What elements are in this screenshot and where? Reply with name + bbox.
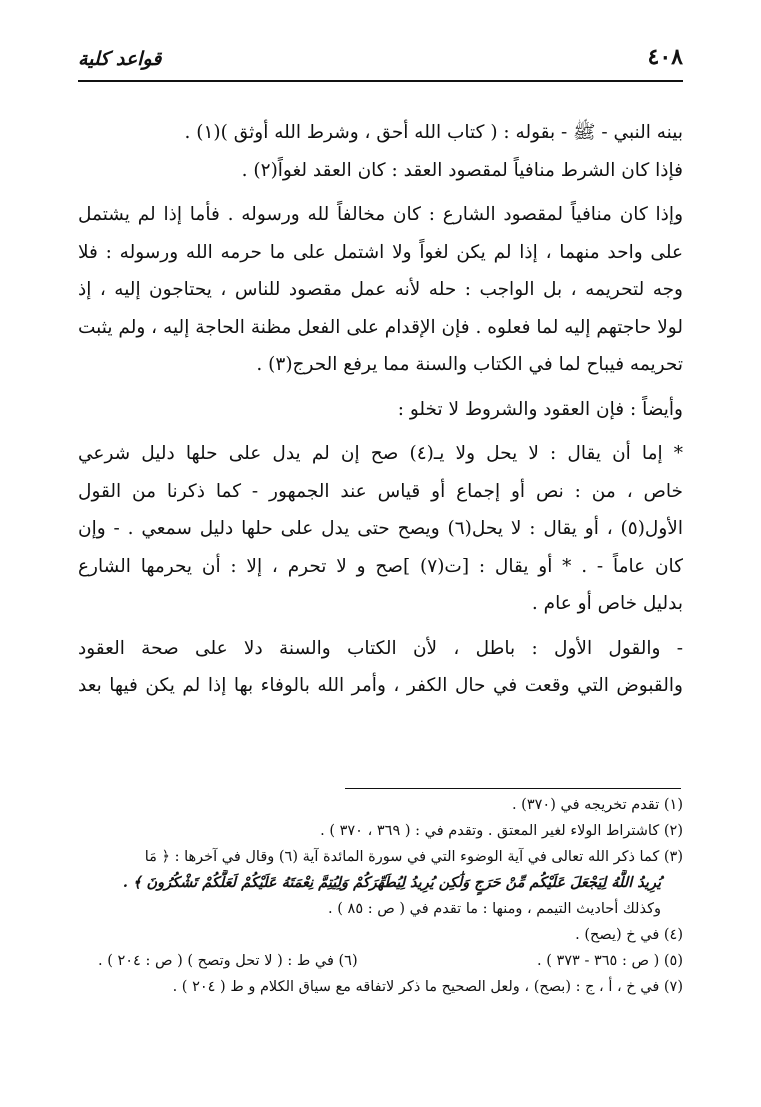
page-number: ٤٠٨ [647, 44, 683, 70]
running-title: قواعد كلية [78, 48, 162, 70]
footnote-3-quran-verse: يُرِيدُ اللَّهُ لِيَجْعَلَ عَلَيْكُم مِّنْ حَرَجٍ وَلَٰكِن يُرِيدُ لِيُطَهِّرَكُمْ وَلِيُتِمَّ نِعْمَتَهُ عَلَيْكُمْ لَعَلَّكُمْ تَشْكُرُونَ ﴾ . [122, 874, 661, 891]
page-header [78, 40, 683, 70]
footnotes-5-6-row [78, 948, 683, 974]
footnote-divider [345, 788, 681, 789]
text-line: * إما أن يقال : لا يحل ولا يـ(٤) صح إن لم يدل على حلها دليل شرعي [78, 443, 683, 464]
footnotes [78, 792, 683, 1000]
footnote-6: (٦) في ط : ( لا تحل وتصح ) ( ص : ٢٠٤ ) . [98, 953, 358, 969]
text-line: وأيضاً : فإن العقود والشروط لا تخلو : [397, 398, 683, 420]
text-line: لولا حاجتهم إليه لما فعلوه . فإن الإقدام على الفعل مظنة الحاجة إليه ، ولم يثبت [78, 316, 683, 338]
paragraph-gap [78, 428, 683, 435]
text-line: على واحد منهما ، إذا لم يكن لغواً ولا اشتمل على ما حرمه الله ورسوله : فلا [78, 241, 683, 263]
header-divider [78, 80, 683, 82]
paragraph-gap [78, 384, 683, 391]
main-text [78, 114, 683, 705]
text-line: فإذا كان الشرط منافياً لمقصود العقد : كان العقد لغواً(٢) . [241, 159, 683, 181]
footnote-5: (٥) ( ص : ٣٦٥ - ٣٧٣ ) . [537, 953, 683, 969]
footnote-2: (٢) كاشتراط الولاء لغير المعتق . وتقدم في : ( ٣٦٩ ، ٣٧٠ ) . [320, 823, 683, 839]
paragraph-gap [78, 189, 683, 196]
footnote-3-continuation: وكذلك أحاديث التيمم ، ومنها : ما تقدم في ( ص : ٨٥ ) . [328, 901, 661, 917]
text-line: كان عاماً - . * أو يقال : [ت(٧) ]صح و لا تحرم ، إلا : أن يحرمها الشارع [78, 555, 683, 577]
text-line: خاص ، من : نص أو إجماع أو قياس عند الجمهور - كما ذكرنا من القول [78, 480, 683, 502]
footnote-7: (٧) في خ ، أ ، ج : (بصح) ، ولعل الصحيح ما ذكر لاتفاقه مع سياق الكلام و ط ( ٢٠٤ ) . [172, 979, 683, 995]
text-line: الأول(٥) ، أو يقال : لا يحل(٦) ويصح حتى يدل على حلها دليل سمعي . - وإن [78, 518, 683, 539]
text-line: - والقول الأول : باطل ، لأن الكتاب والسنة دلا على صحة العقود [78, 637, 683, 659]
paragraph-gap [78, 623, 683, 630]
text-line: بينه النبي - ﷺ - بقوله : ( كتاب الله أحق ، وشرط الله أوثق )(١) . [184, 122, 683, 143]
footnote-4: (٤) في خ (يصح) . [575, 927, 683, 943]
text-line: تحريمه فيباح لما في الكتاب والسنة مما يرفع الحرج(٣) . [256, 354, 683, 375]
footnote-1: (١) تقدم تخريجه في (٣٧٠) . [511, 797, 683, 813]
text-line: والقبوض التي وقعت في حال الكفر ، وأمر الله بالوفاء بها إذا لم يكن فيها بعد [78, 675, 683, 696]
text-line: وإذا كان منافياً لمقصود الشارع : كان مخالفاً لله ورسوله . فأما إذا لم يشتمل [78, 204, 683, 225]
text-line: بدليل خاص أو عام . [531, 593, 683, 614]
footnote-3: (٣) كما ذكر الله تعالى في آية الوضوء التي في سورة المائدة آية (٦) وقال في آخرها : ﴿ مَا [144, 849, 683, 865]
text-line: وجه لتحريمه ، بل الواجب : حله لأنه عمل مقصود للناس ، يحتاجون إليه ، إذ [78, 279, 683, 300]
